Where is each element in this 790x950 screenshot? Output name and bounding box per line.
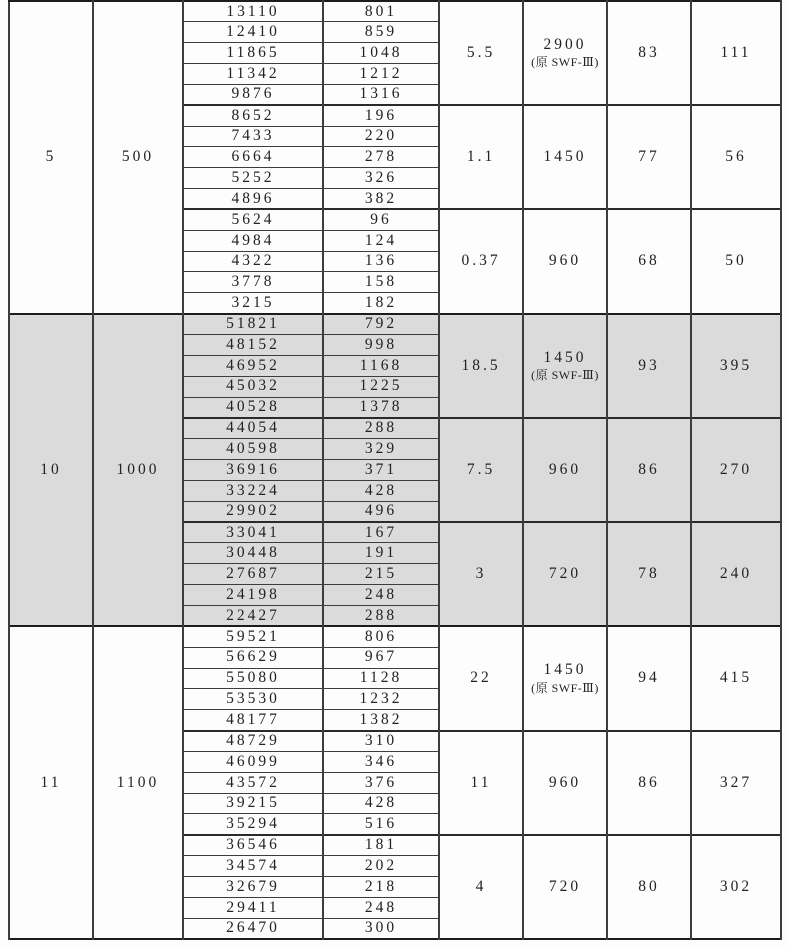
- pressure-cell: 167: [323, 522, 439, 543]
- airflow-cell: 59521: [183, 626, 323, 647]
- power-cell: 3: [439, 522, 523, 626]
- airflow-cell: 9876: [183, 84, 323, 105]
- pressure-cell: 801: [323, 1, 439, 22]
- speed-cell: [523, 731, 607, 835]
- power-cell: 7.5: [439, 418, 523, 522]
- col8-cell: 327: [691, 731, 781, 835]
- pressure-cell: 371: [323, 460, 439, 481]
- airflow-cell: 4322: [183, 251, 323, 272]
- airflow-cell: 22427: [183, 605, 323, 626]
- airflow-cell: 12410: [183, 22, 323, 43]
- col8-cell: 50: [691, 209, 781, 313]
- size-cell: 500: [93, 1, 183, 314]
- col7-cell: 80: [607, 835, 691, 939]
- airflow-cell: 6664: [183, 147, 323, 168]
- airflow-cell: 39215: [183, 793, 323, 814]
- model-cell: 5: [9, 1, 93, 314]
- pressure-cell: 1128: [323, 668, 439, 689]
- col8-cell: 415: [691, 626, 781, 730]
- airflow-cell: 26470: [183, 918, 323, 939]
- speed-value: 960: [548, 773, 582, 791]
- col7-cell: 68: [607, 209, 691, 313]
- airflow-cell: 3215: [183, 293, 323, 314]
- power-cell: 5.5: [439, 1, 523, 105]
- pressure-cell: 248: [323, 585, 439, 606]
- pressure-cell: 792: [323, 314, 439, 335]
- airflow-cell: 24198: [183, 585, 323, 606]
- speed-value: 1450: [543, 148, 587, 166]
- pressure-cell: 218: [323, 876, 439, 897]
- size-cell: 1000: [93, 314, 183, 627]
- pressure-cell: 191: [323, 543, 439, 564]
- speed-cell: [523, 105, 607, 209]
- airflow-cell: 27687: [183, 564, 323, 585]
- col8-cell: 56: [691, 105, 781, 209]
- pressure-cell: 346: [323, 751, 439, 772]
- pressure-cell: 300: [323, 918, 439, 939]
- airflow-cell: 7433: [183, 126, 323, 147]
- pressure-cell: 96: [323, 209, 439, 230]
- pressure-cell: 182: [323, 293, 439, 314]
- airflow-cell: 48177: [183, 710, 323, 731]
- pressure-cell: 806: [323, 626, 439, 647]
- col7-cell: 94: [607, 626, 691, 730]
- airflow-cell: 44054: [183, 418, 323, 439]
- speed-note: (原 SWF-Ⅲ): [531, 55, 599, 70]
- model-cell: 10: [9, 314, 93, 627]
- model-cell: 11: [9, 626, 93, 939]
- pressure-cell: 288: [323, 418, 439, 439]
- pressure-cell: 1212: [323, 64, 439, 85]
- col8-cell: 270: [691, 418, 781, 522]
- speed-note: (原 SWF-Ⅲ): [531, 368, 599, 383]
- airflow-cell: 29902: [183, 501, 323, 522]
- pressure-cell: 158: [323, 272, 439, 293]
- airflow-cell: 4984: [183, 230, 323, 251]
- speed-cell: [523, 626, 607, 730]
- airflow-cell: 40598: [183, 439, 323, 460]
- speed-value: 960: [548, 252, 582, 270]
- airflow-cell: 48729: [183, 731, 323, 752]
- pressure-cell: 202: [323, 856, 439, 877]
- airflow-cell: 35294: [183, 814, 323, 835]
- airflow-cell: 51821: [183, 314, 323, 335]
- fan-spec-table: [8, 0, 782, 940]
- airflow-cell: 53530: [183, 689, 323, 710]
- speed-value: 720: [548, 877, 582, 895]
- airflow-cell: 5624: [183, 209, 323, 230]
- pressure-cell: 1378: [323, 397, 439, 418]
- pressure-cell: 326: [323, 168, 439, 189]
- pressure-cell: 1225: [323, 376, 439, 397]
- pressure-cell: 181: [323, 835, 439, 856]
- pressure-cell: 310: [323, 731, 439, 752]
- power-cell: 18.5: [439, 314, 523, 418]
- airflow-cell: 11342: [183, 64, 323, 85]
- speed-cell: [523, 522, 607, 626]
- speed-cell: [523, 418, 607, 522]
- speed-cell: [523, 1, 607, 105]
- pressure-cell: 859: [323, 22, 439, 43]
- pressure-cell: 1382: [323, 710, 439, 731]
- airflow-cell: 36916: [183, 460, 323, 481]
- airflow-cell: 3778: [183, 272, 323, 293]
- col8-cell: 240: [691, 522, 781, 626]
- col7-cell: 93: [607, 314, 691, 418]
- pressure-cell: 382: [323, 189, 439, 210]
- speed-value: 720: [548, 565, 582, 583]
- col7-cell: 77: [607, 105, 691, 209]
- airflow-cell: 30448: [183, 543, 323, 564]
- pressure-cell: 220: [323, 126, 439, 147]
- pressure-cell: 1048: [323, 43, 439, 64]
- size-cell: 1100: [93, 626, 183, 939]
- pressure-cell: 124: [323, 230, 439, 251]
- airflow-cell: 40528: [183, 397, 323, 418]
- airflow-cell: 33224: [183, 480, 323, 501]
- pressure-cell: 136: [323, 251, 439, 272]
- speed-note: (原 SWF-Ⅲ): [531, 680, 599, 695]
- power-cell: 11: [439, 731, 523, 835]
- fan-spec-table-container: [8, 0, 782, 940]
- airflow-cell: 32679: [183, 876, 323, 897]
- speed-value: 1450: [543, 348, 587, 366]
- pressure-cell: 278: [323, 147, 439, 168]
- speed-cell: [523, 209, 607, 313]
- speed-value: 960: [548, 460, 582, 478]
- col8-cell: 395: [691, 314, 781, 418]
- power-cell: 4: [439, 835, 523, 939]
- pressure-cell: 1316: [323, 84, 439, 105]
- airflow-cell: 34574: [183, 856, 323, 877]
- airflow-cell: 55080: [183, 668, 323, 689]
- pressure-cell: 428: [323, 480, 439, 501]
- pressure-cell: 215: [323, 564, 439, 585]
- airflow-cell: 11865: [183, 43, 323, 64]
- table-body: [9, 1, 781, 939]
- pressure-cell: 967: [323, 647, 439, 668]
- airflow-cell: 48152: [183, 335, 323, 356]
- speed-cell: [523, 314, 607, 418]
- col8-cell: 111: [691, 1, 781, 105]
- airflow-cell: 4896: [183, 189, 323, 210]
- table-row: [9, 314, 781, 335]
- airflow-cell: 56629: [183, 647, 323, 668]
- pressure-cell: 376: [323, 772, 439, 793]
- table-row: [9, 626, 781, 647]
- pressure-cell: 516: [323, 814, 439, 835]
- pressure-cell: 1168: [323, 355, 439, 376]
- airflow-cell: 13110: [183, 1, 323, 22]
- speed-value: 1450: [543, 661, 587, 679]
- airflow-cell: 5252: [183, 168, 323, 189]
- col7-cell: 78: [607, 522, 691, 626]
- col7-cell: 83: [607, 1, 691, 105]
- table-row: [9, 1, 781, 22]
- pressure-cell: 1232: [323, 689, 439, 710]
- col7-cell: 86: [607, 731, 691, 835]
- pressure-cell: 288: [323, 605, 439, 626]
- pressure-cell: 496: [323, 501, 439, 522]
- speed-value: 2900: [543, 36, 587, 54]
- airflow-cell: 45032: [183, 376, 323, 397]
- airflow-cell: 46099: [183, 751, 323, 772]
- pressure-cell: 196: [323, 105, 439, 126]
- airflow-cell: 43572: [183, 772, 323, 793]
- pressure-cell: 329: [323, 439, 439, 460]
- pressure-cell: 248: [323, 897, 439, 918]
- power-cell: 0.37: [439, 209, 523, 313]
- power-cell: 1.1: [439, 105, 523, 209]
- pressure-cell: 428: [323, 793, 439, 814]
- airflow-cell: 33041: [183, 522, 323, 543]
- airflow-cell: 8652: [183, 105, 323, 126]
- power-cell: 22: [439, 626, 523, 730]
- airflow-cell: 46952: [183, 355, 323, 376]
- airflow-cell: 36546: [183, 835, 323, 856]
- col8-cell: 302: [691, 835, 781, 939]
- col7-cell: 86: [607, 418, 691, 522]
- speed-cell: [523, 835, 607, 939]
- airflow-cell: 29411: [183, 897, 323, 918]
- pressure-cell: 998: [323, 335, 439, 356]
